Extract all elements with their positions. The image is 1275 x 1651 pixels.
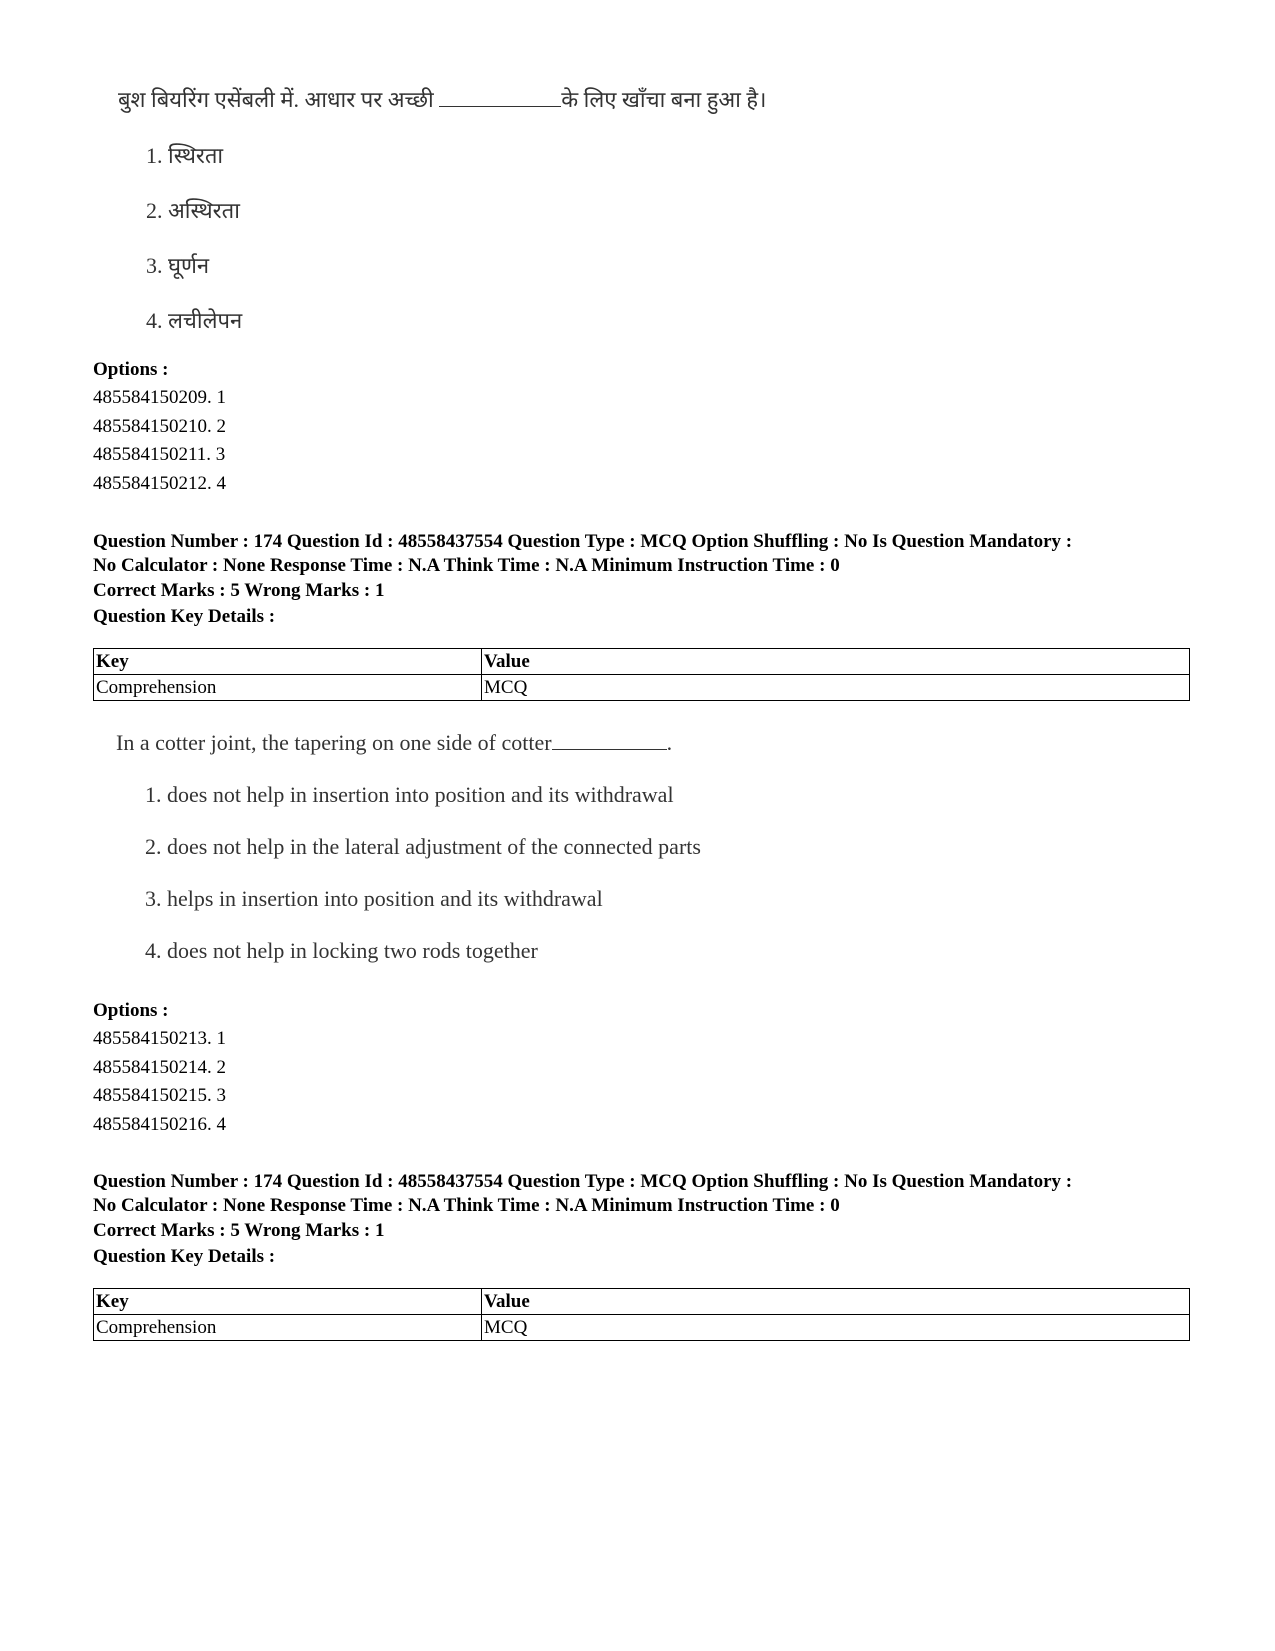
choice-1: 1. स्थिरता (146, 143, 224, 168)
key-value-table (93, 648, 1190, 701)
options-heading: Options : (93, 1000, 169, 1021)
question-meta-line1: Question Number : 174 Question Id : 48558437554 Question Type : MCQ Option Shuffling : No Is Question Mandatory : (93, 531, 1073, 552)
key-details-heading: Question Key Details : (93, 1246, 276, 1267)
choice-2: 2. अस्थिरता (146, 198, 240, 223)
question-meta (93, 1170, 1193, 1269)
table-row (94, 675, 1190, 701)
choice-3: 3. घूर्णन (146, 253, 210, 278)
table-cell-value: MCQ (482, 675, 1190, 701)
option-item: 485584150213. 1 (93, 1028, 226, 1049)
question-stem (118, 84, 766, 114)
choice-2: 2. does not help in the lateral adjustment of the connected parts (145, 834, 701, 859)
table-header-key: Key (94, 649, 482, 675)
question-stem (116, 730, 672, 756)
marks-line: Correct Marks : 5 Wrong Marks : 1 (93, 1220, 385, 1241)
option-item: 485584150211. 3 (93, 444, 226, 465)
option-item: 485584150212. 4 (93, 472, 226, 494)
key-details-heading: Question Key Details : (93, 606, 276, 627)
answer-blank (552, 748, 667, 750)
option-item: 485584150216. 4 (93, 1113, 226, 1135)
key-value-table (93, 1288, 1190, 1341)
option-item: 485584150210. 2 (93, 415, 226, 437)
table-cell-key: Comprehension (94, 675, 482, 701)
option-item: 485584150209. 1 (93, 387, 226, 408)
table-cell-value: MCQ (482, 1315, 1190, 1341)
choice-1: 1. does not help in insertion into position and its withdrawal (145, 782, 674, 807)
choice-3: 3. helps in insertion into position and its withdrawal (145, 886, 603, 911)
choice-4: 4. does not help in locking two rods together (145, 938, 538, 963)
stem-text-after: . (666, 730, 673, 755)
table-row (94, 1315, 1190, 1341)
table-header-row (94, 1289, 1190, 1315)
question-meta-line2: No Calculator : None Response Time : N.A Think Time : N.A Minimum Instruction Time : 0 (93, 1194, 840, 1216)
table-cell-key: Comprehension (94, 1315, 482, 1341)
table-header-row (94, 649, 1190, 675)
option-item: 485584150215. 3 (93, 1085, 226, 1106)
options-list (93, 356, 1193, 498)
question-meta (93, 530, 1193, 629)
marks-line: Correct Marks : 5 Wrong Marks : 1 (93, 580, 385, 601)
question-image-english (116, 730, 936, 980)
table-header-key: Key (94, 1289, 482, 1315)
question-meta-line2: No Calculator : None Response Time : N.A Think Time : N.A Minimum Instruction Time : 0 (93, 554, 840, 576)
choice-4: 4. लचीलेपन (146, 308, 243, 333)
table-header-value: Value (482, 1289, 1190, 1315)
question-meta-line1: Question Number : 174 Question Id : 48558437554 Question Type : MCQ Option Shuffling : No Is Question Mandatory : (93, 1171, 1073, 1192)
stem-text-after: के लिए खाँचा बना हुआ है। (561, 87, 767, 112)
options-heading: Options : (93, 359, 169, 380)
answer-blank (439, 105, 561, 107)
stem-text-before: बुश बियरिंग एसेंबली में. आधार पर अच्छी (118, 87, 434, 112)
stem-text-before: In a cotter joint, the tapering on one side of cotter (116, 730, 552, 755)
question-image-hindi (118, 84, 918, 354)
option-item: 485584150214. 2 (93, 1056, 226, 1078)
table-header-value: Value (482, 649, 1190, 675)
options-list (93, 997, 1193, 1139)
